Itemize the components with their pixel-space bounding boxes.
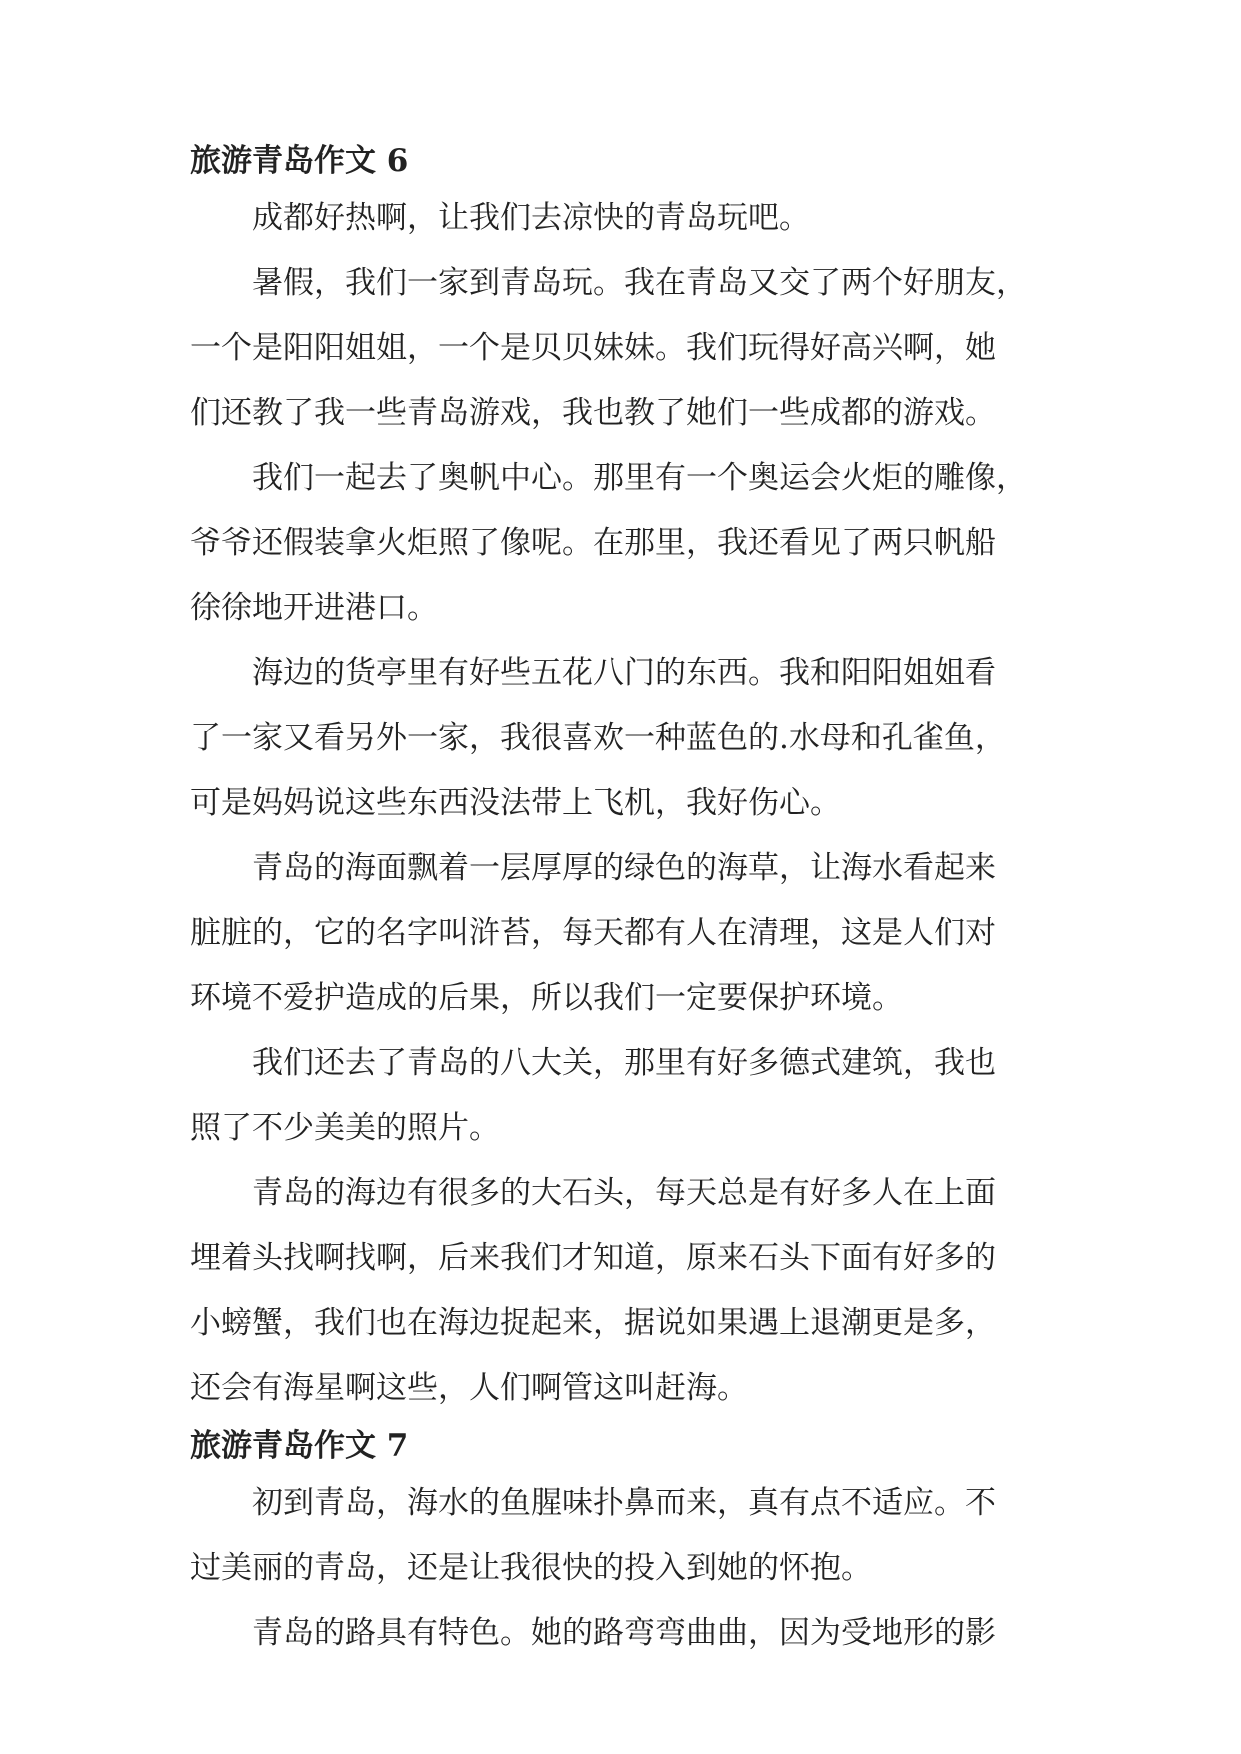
paragraph: 成都好热啊，让我们去凉快的青岛玩吧。 [252, 200, 810, 236]
section-heading: 旅游青岛作文 7 [190, 1428, 409, 1464]
essay-section-6 [190, 136, 1050, 1421]
paragraph: 我们一起去了奥帆中心。那里有一个奥运会火炬的雕像， 爷爷还假装拿火炬照了像呢。在那里，我还看见了两只帆船 徐徐地开进港口。 [190, 460, 1027, 626]
paragraph: 我们还去了青岛的八大关，那里有好多德式建筑，我也 照了不少美美的照片。 [190, 1045, 996, 1146]
paragraph: 青岛的海面飘着一层厚厚的绿色的海草，让海水看起来 脏脏的，它的名字叫浒苔，每天都有人在清理，这是人们对 环境不爱护造成的后果，所以我们一定要保护环境。 [190, 850, 996, 1016]
paragraph: 青岛的海边有很多的大石头，每天总是有好多人在上面 埋着头找啊找啊，后来我们才知道，原来石头下面有好多的 小螃蟹，我们也在海边捉起来，据说如果遇上退潮更是多， 还会有海星啊这些，人们啊管这叫赶海。 [190, 1175, 996, 1406]
document-body [190, 136, 1050, 1666]
paragraph: 青岛的路具有特色。她的路弯弯曲曲，因为受地形的影 [252, 1615, 996, 1651]
section-heading: 旅游青岛作文 6 [190, 143, 409, 179]
paragraph: 暑假，我们一家到青岛玩。我在青岛又交了两个好朋友， 一个是阳阳姐姐，一个是贝贝妹妹。我们玩得好高兴啊，她 们还教了我一些青岛游戏，我也教了她们一些成都的游戏。 [190, 265, 1027, 431]
paragraph: 初到青岛，海水的鱼腥味扑鼻而来，真有点不适应。不 过美丽的青岛，还是让我很快的投入到她的怀抱。 [190, 1485, 996, 1586]
paragraph: 海边的货亭里有好些五花八门的东西。我和阳阳姐姐看 了一家又看另外一家，我很喜欢一种蓝色的.水母和孔雀鱼， 可是妈妈说这些东西没法带上飞机，我好伤心。 [190, 655, 1006, 821]
essay-section-7 [190, 1421, 1050, 1666]
